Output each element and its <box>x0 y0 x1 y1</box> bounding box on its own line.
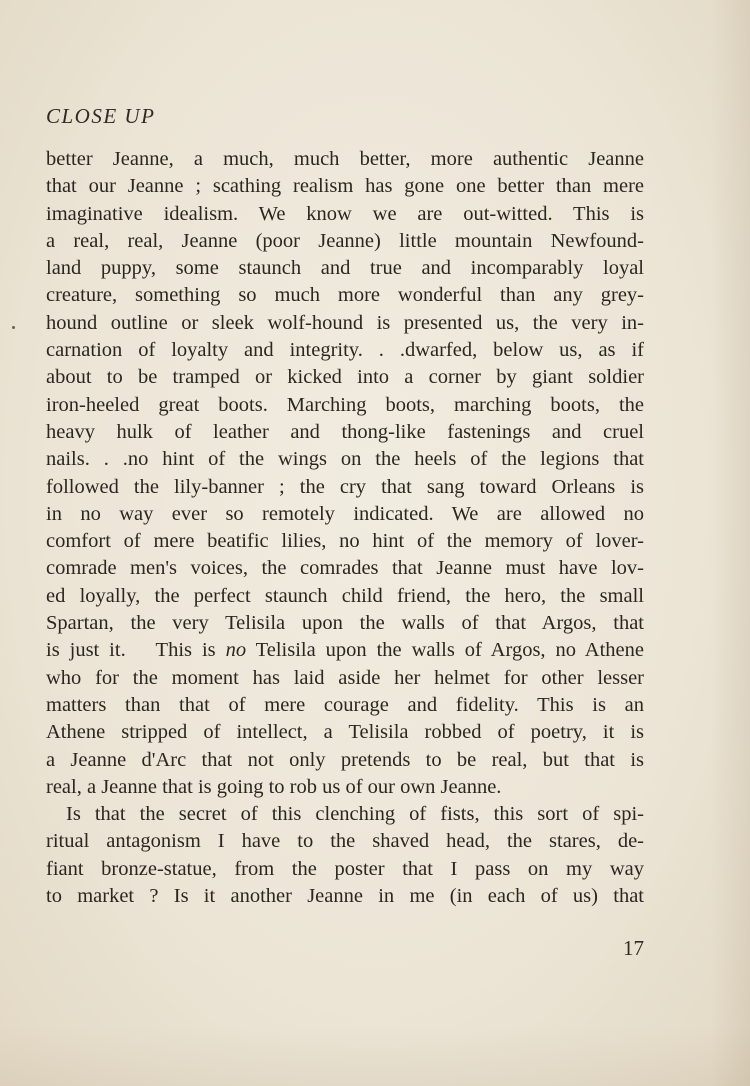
text-line-with-italic <box>46 637 644 664</box>
text-line: a real, real, Jeanne (poor Jeanne) little mountain Newfound- <box>46 229 644 252</box>
margin-speck <box>12 326 15 329</box>
page-edge-shadow <box>710 0 750 1086</box>
text-line: that our Jeanne ; scathing realism has gone one better than mere <box>46 175 644 198</box>
paragraph-first-line: Is that the secret of this clenching of fists, this sort of spi- <box>66 803 644 826</box>
text-line: matters than that of mere courage and fidelity. This is an <box>46 693 644 716</box>
text-line: heavy hulk of leather and thong-like fastenings and cruel <box>46 420 644 443</box>
text-line: carnation of loyalty and integrity. . .dwarfed, below us, as if <box>46 339 644 362</box>
text-line: followed the lily-banner ; the cry that sang toward Orleans is <box>46 475 644 498</box>
text-segment: Telisila upon the walls of Argos, no Athene <box>246 639 644 662</box>
text-line: who for the moment has laid aside her helmet for other lesser <box>46 666 644 689</box>
text-line: in no way ever so remotely indicated. We are allowed no <box>46 502 644 525</box>
running-head: CLOSE UP <box>46 104 156 128</box>
body-text <box>46 146 644 910</box>
text-line: comrade men's voices, the comrades that Jeanne must have lov- <box>46 557 644 580</box>
text-segment: is just it. <box>46 639 126 662</box>
page-number: 17 <box>623 936 644 960</box>
text-line: fiant bronze-statue, from the poster that I pass on my way <box>46 857 644 880</box>
text-line: Athene stripped of intellect, a Telisila robbed of poetry, it is <box>46 721 644 744</box>
text-line: iron-heeled great boots. Marching boots, marching boots, the <box>46 393 644 416</box>
text-line: hound outline or sleek wolf-hound is presented us, the very in- <box>46 311 644 334</box>
italic-word: no <box>225 639 247 662</box>
text-line: about to be tramped or kicked into a corner by giant soldier <box>46 366 644 389</box>
text-line: creature, something so much more wonderful than any grey- <box>46 284 644 307</box>
text-line: ritual antagonism I have to the shaved head, the stares, de- <box>46 830 644 853</box>
text-line: nails. . .no hint of the wings on the heels of the legions that <box>46 448 644 471</box>
text-line: a Jeanne d'Arc that not only pretends to be real, but that is <box>46 748 644 771</box>
page-bottom-shadow <box>0 1026 750 1086</box>
text-segment: This is <box>155 639 226 662</box>
text-line: imaginative idealism. We know we are out-witted. This is <box>46 202 644 225</box>
text-line: land puppy, some staunch and true and incomparably loyal <box>46 257 644 280</box>
text-line: to market ? Is it another Jeanne in me (in each of us) that <box>46 885 644 908</box>
text-line: ed loyally, the perfect staunch child friend, the hero, the small <box>46 584 644 607</box>
text-line: comfort of mere beatific lilies, no hint of the memory of lover- <box>46 530 644 553</box>
text-line: Spartan, the very Telisila upon the walls of that Argos, that <box>46 612 644 635</box>
text-line: real, a Jeanne that is going to rob us of our own Jeanne. <box>46 775 502 798</box>
text-line: better Jeanne, a much, much better, more authentic Jeanne <box>46 148 644 170</box>
